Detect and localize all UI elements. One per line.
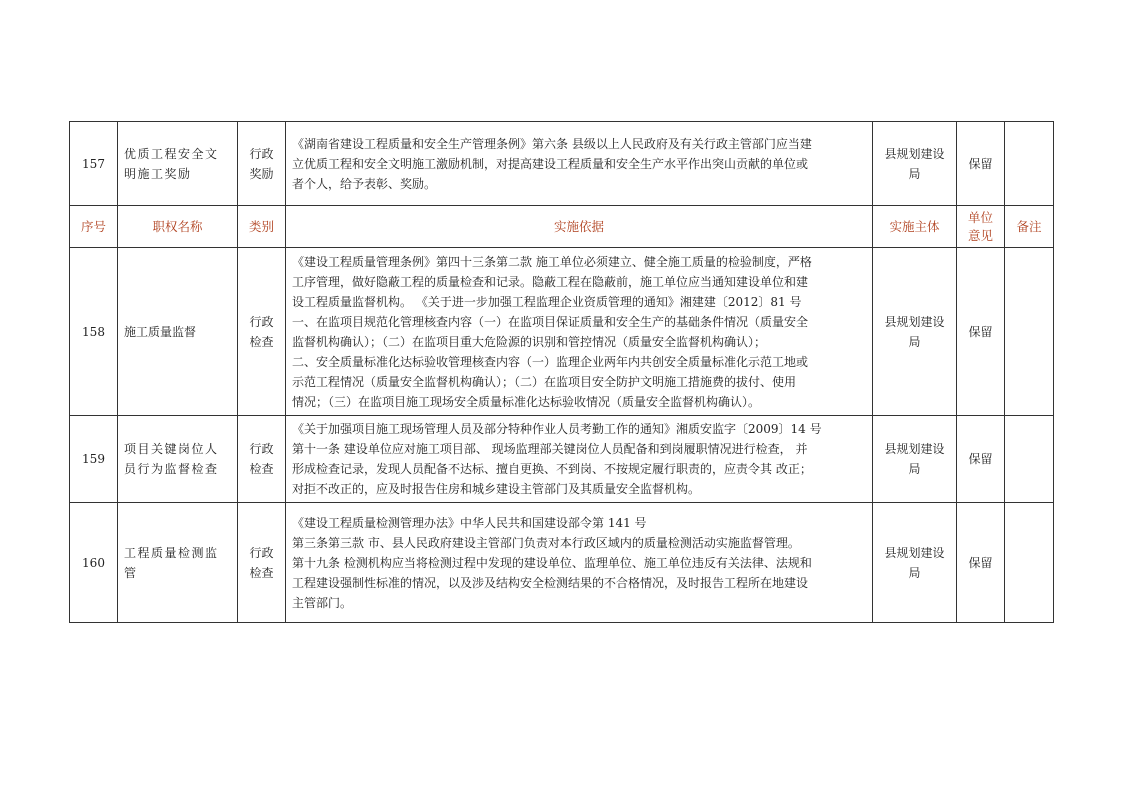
legal-basis: 《建设工程质量检测管理办法》中华人民共和国建设部令第 141 号 第三条第三款 市、县人民政府建设主管部门负责对本行政区域内的质量检测活动实施监督管理。 第十九条 检测机构应当将检测过程中发现的建设单位、监理单位、施工单位违反有关法律、法规和 工程建设强制性标准的情况，以及涉及结构安全检测结果的不合格情况，及时报告工程所在地建设 主管部门。 [286, 503, 873, 623]
implementing-subject: 县规划建设 局 [873, 122, 957, 206]
implementing-subject: 县规划建设 局 [873, 416, 957, 503]
row-no: 160 [70, 503, 118, 623]
unit-opinion: 保留 [957, 122, 1005, 206]
legal-basis: 《建设工程质量管理条例》第四十三条第二款 施工单位必须建立、健全施工质量的检验制度，严格 工序管理，做好隐蔽工程的质量检查和记录。隐蔽工程在隐蔽前，施工单位应当通知建设单位和建 设工程质量监督机构。 《关于进一步加强工程监理企业资质管理的通知》湘建建〔2012〕81 号 一、在监项目规范化管理核查内容（一）在监项目保证质量和安全生产的基础条件情况（质量安全 监督机构确认）；（二）在监项目重大危险源的识别和管控情况（质量安全监督机构确认）； 二、安全质量标准化达标验收管理核查内容（一）监理企业两年内共创安全质量标准化示范工地或 示范工程情况（质量安全监督机构确认）；（二）在监项目安全防护文明施工措施费的拔付、使用 情况；（三）在监项目施工现场安全质量标准化达标验收情况（质量安全监督机构确认）。 [286, 248, 873, 416]
authority-type: 行政 检查 [238, 503, 286, 623]
authority-type: 行政 检查 [238, 416, 286, 503]
table-header-row [70, 206, 1054, 248]
legal-basis: 《关于加强项目施工现场管理人员及部分特种作业人员考勤工作的通知》湘质安监字〔2009〕14 号 第十一条 建设单位应对施工项目部、 现场监理部关键岗位人员配备和到岗履职情况进行检查， 并 形成检查记录，发现人员配备不达标、擅自更换、不到岗、不按规定履行职责的，应责令其 改正； 对拒不改正的，应及时报告住房和城乡建设主管部门及其质量安全监督机构。 [286, 416, 873, 503]
table-row [70, 503, 1054, 623]
remark [1005, 122, 1054, 206]
remark [1005, 503, 1054, 623]
header-name: 职权名称 [118, 206, 238, 248]
implementing-subject: 县规划建设 局 [873, 503, 957, 623]
authority-name: 施工质量监督 [118, 248, 238, 416]
row-no: 159 [70, 416, 118, 503]
table-row [70, 416, 1054, 503]
implementing-subject: 县规划建设 局 [873, 248, 957, 416]
authority-name: 工程质量检测监 管 [118, 503, 238, 623]
unit-opinion: 保留 [957, 503, 1005, 623]
legal-basis: 《湖南省建设工程质量和安全生产管理条例》第六条 县级以上人民政府及有关行政主管部门应当建 立优质工程和安全文明施工激励机制，对提高建设工程质量和安全生产水平作出突山贡献的单位或 者个人，给予表彰、奖励。 [286, 122, 873, 206]
header-remark: 备注 [1005, 206, 1054, 248]
unit-opinion: 保留 [957, 416, 1005, 503]
header-type: 类别 [238, 206, 286, 248]
authority-table [69, 121, 1054, 623]
row-no: 158 [70, 248, 118, 416]
header-opinion: 单位 意见 [957, 206, 1005, 248]
row-no: 157 [70, 122, 118, 206]
authority-type: 行政 奖励 [238, 122, 286, 206]
header-no: 序号 [70, 206, 118, 248]
header-subject: 实施主体 [873, 206, 957, 248]
header-basis: 实施依据 [286, 206, 873, 248]
authority-type: 行政 检查 [238, 248, 286, 416]
unit-opinion: 保留 [957, 248, 1005, 416]
authority-name: 项目关键岗位人 员行为监督检查 [118, 416, 238, 503]
table-row [70, 122, 1054, 206]
remark [1005, 416, 1054, 503]
table-row [70, 248, 1054, 416]
remark [1005, 248, 1054, 416]
authority-name: 优质工程安全文 明施工奖励 [118, 122, 238, 206]
